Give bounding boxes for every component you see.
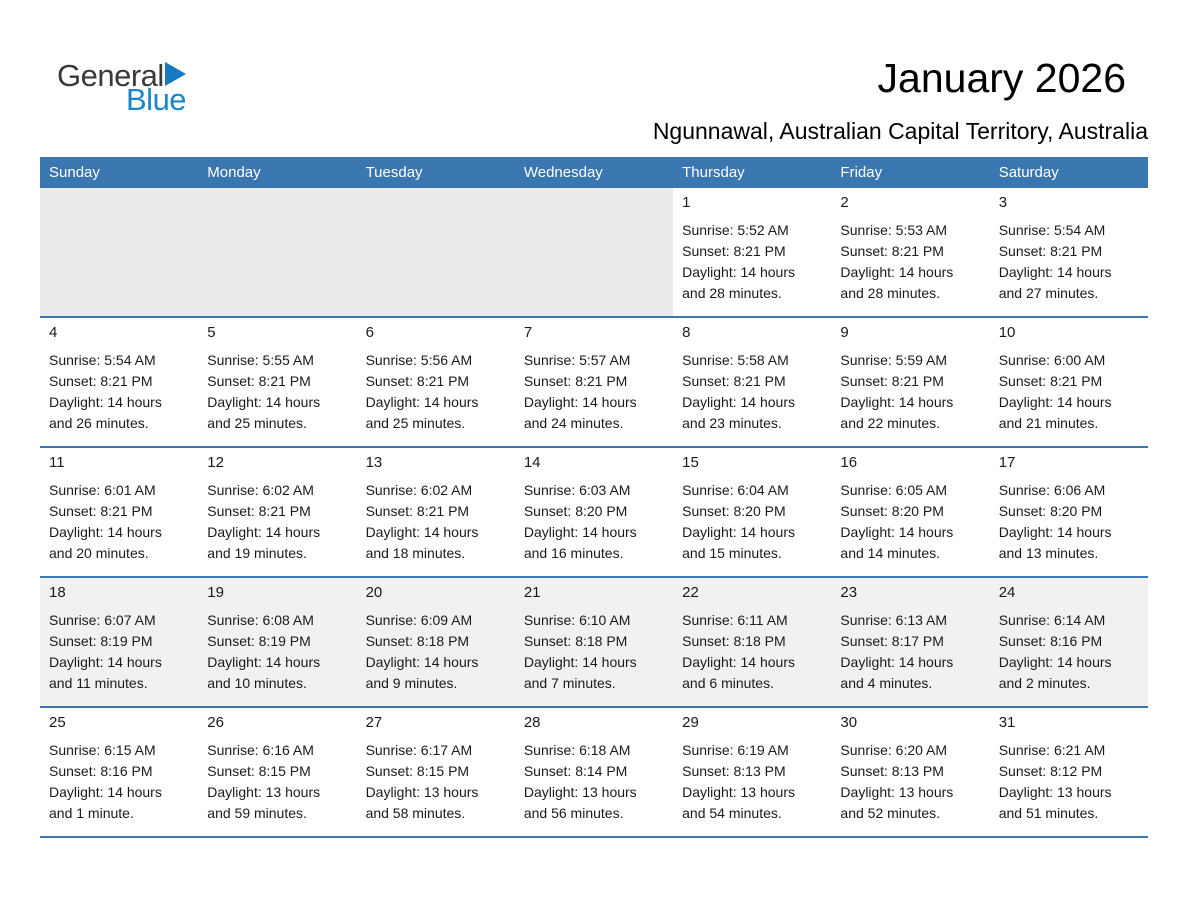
day-number: 16 bbox=[840, 454, 858, 471]
sunset-text: Sunset: 8:21 PM bbox=[49, 503, 153, 519]
day-number: 21 bbox=[523, 584, 541, 601]
daylight-minutes-text: and 26 minutes. bbox=[49, 415, 149, 431]
sunrise-text: Sunrise: 6:13 AM bbox=[840, 612, 948, 628]
sunset-text: Sunset: 8:21 PM bbox=[365, 373, 470, 389]
daylight-minutes-text: and 19 minutes. bbox=[207, 545, 307, 561]
sunset-text: Sunset: 8:18 PM bbox=[523, 633, 628, 649]
sunrise-text: Sunrise: 6:07 AM bbox=[49, 612, 156, 628]
sunrise-text: Sunrise: 6:19 AM bbox=[682, 742, 789, 758]
daylight-hours-text: Daylight: 14 hours bbox=[682, 394, 795, 410]
daylight-hours-text: Daylight: 14 hours bbox=[207, 654, 321, 670]
day-cell bbox=[990, 318, 1148, 446]
day-number: 3 bbox=[998, 194, 1008, 211]
day-number: 24 bbox=[998, 584, 1016, 601]
day-cell bbox=[357, 448, 515, 576]
daylight-hours-text: Daylight: 13 hours bbox=[682, 784, 795, 800]
sunrise-text: Sunrise: 6:18 AM bbox=[523, 742, 631, 758]
sunset-text: Sunset: 8:21 PM bbox=[682, 243, 786, 259]
daylight-hours-text: Daylight: 14 hours bbox=[523, 524, 637, 540]
sunset-text: Sunset: 8:21 PM bbox=[840, 373, 944, 389]
daylight-hours-text: Daylight: 14 hours bbox=[207, 524, 321, 540]
sunset-text: Sunset: 8:14 PM bbox=[523, 763, 628, 779]
daylight-minutes-text: and 25 minutes. bbox=[365, 415, 466, 431]
weekday-header-monday: Monday bbox=[207, 164, 261, 181]
day-number: 29 bbox=[682, 714, 699, 731]
sunset-text: Sunset: 8:21 PM bbox=[365, 503, 470, 519]
daylight-hours-text: Daylight: 14 hours bbox=[49, 394, 162, 410]
daylight-minutes-text: and 58 minutes. bbox=[365, 805, 466, 821]
day-cell bbox=[40, 578, 198, 706]
weekday-header-tuesday: Tuesday bbox=[365, 164, 423, 181]
empty-day-cell bbox=[357, 188, 515, 316]
sunrise-text: Sunrise: 6:21 AM bbox=[998, 742, 1106, 758]
daylight-minutes-text: and 28 minutes. bbox=[840, 285, 941, 301]
day-number: 25 bbox=[49, 714, 66, 731]
daylight-hours-text: Daylight: 14 hours bbox=[523, 654, 637, 670]
general-blue-logo bbox=[57, 60, 186, 115]
day-cell bbox=[673, 578, 831, 706]
sunset-text: Sunset: 8:21 PM bbox=[682, 373, 786, 389]
week-row bbox=[40, 708, 1148, 838]
location-subtitle: Ngunnawal, Australian Capital Territory, Australia bbox=[652, 118, 1148, 144]
day-number: 28 bbox=[523, 714, 541, 731]
sunset-text: Sunset: 8:16 PM bbox=[49, 763, 153, 779]
sunset-text: Sunset: 8:21 PM bbox=[207, 373, 311, 389]
sunrise-text: Sunrise: 6:04 AM bbox=[682, 482, 789, 498]
day-cell bbox=[198, 318, 356, 446]
weekday-header-wednesday: Wednesday bbox=[523, 164, 603, 181]
header-titles bbox=[653, 55, 1148, 145]
sunrise-text: Sunrise: 6:14 AM bbox=[998, 612, 1106, 628]
daylight-hours-text: Daylight: 14 hours bbox=[998, 394, 1112, 410]
sunrise-text: Sunrise: 6:00 AM bbox=[998, 352, 1106, 368]
sunrise-text: Sunrise: 5:57 AM bbox=[523, 352, 631, 368]
sunset-text: Sunset: 8:12 PM bbox=[998, 763, 1103, 779]
sunset-text: Sunset: 8:18 PM bbox=[365, 633, 470, 649]
daylight-minutes-text: and 13 minutes. bbox=[998, 545, 1099, 561]
daylight-hours-text: Daylight: 14 hours bbox=[998, 654, 1112, 670]
daylight-hours-text: Daylight: 14 hours bbox=[365, 524, 479, 540]
day-number: 8 bbox=[682, 324, 691, 341]
sunset-text: Sunset: 8:15 PM bbox=[207, 763, 311, 779]
daylight-minutes-text: and 6 minutes. bbox=[682, 675, 774, 691]
day-number: 19 bbox=[207, 584, 224, 601]
sunset-text: Sunset: 8:17 PM bbox=[840, 633, 944, 649]
day-cell bbox=[198, 578, 356, 706]
month-title: January 2026 bbox=[877, 55, 1126, 101]
weekday-header-friday: Friday bbox=[840, 164, 883, 181]
sunrise-text: Sunrise: 5:58 AM bbox=[682, 352, 789, 368]
week-row bbox=[40, 448, 1148, 578]
sunrise-text: Sunrise: 5:54 AM bbox=[49, 352, 156, 368]
day-number: 11 bbox=[49, 454, 65, 471]
day-number: 17 bbox=[998, 454, 1016, 471]
day-number: 6 bbox=[365, 324, 374, 341]
day-cell bbox=[831, 318, 989, 446]
sunrise-text: Sunrise: 6:08 AM bbox=[207, 612, 314, 628]
daylight-hours-text: Daylight: 14 hours bbox=[682, 654, 795, 670]
sunrise-text: Sunrise: 5:55 AM bbox=[207, 352, 314, 368]
day-cell bbox=[990, 188, 1148, 316]
daylight-minutes-text: and 51 minutes. bbox=[998, 805, 1099, 821]
sunrise-text: Sunrise: 6:15 AM bbox=[49, 742, 156, 758]
sunrise-text: Sunrise: 6:05 AM bbox=[840, 482, 948, 498]
sunrise-text: Sunrise: 6:17 AM bbox=[365, 742, 473, 758]
empty-day-cell bbox=[515, 188, 673, 316]
daylight-minutes-text: and 59 minutes. bbox=[207, 805, 307, 821]
daylight-hours-text: Daylight: 14 hours bbox=[840, 264, 954, 280]
sunrise-text: Sunrise: 5:56 AM bbox=[365, 352, 473, 368]
day-number: 31 bbox=[998, 714, 1016, 731]
daylight-hours-text: Daylight: 14 hours bbox=[49, 784, 162, 800]
daylight-minutes-text: and 18 minutes. bbox=[365, 545, 466, 561]
day-cell bbox=[673, 188, 831, 316]
day-cell bbox=[198, 708, 356, 836]
sunset-text: Sunset: 8:13 PM bbox=[840, 763, 944, 779]
daylight-minutes-text: and 27 minutes. bbox=[998, 285, 1099, 301]
day-number: 22 bbox=[682, 584, 699, 601]
day-cell bbox=[357, 578, 515, 706]
sunset-text: Sunset: 8:21 PM bbox=[998, 373, 1103, 389]
daylight-minutes-text: and 10 minutes. bbox=[207, 675, 307, 691]
daylight-hours-text: Daylight: 13 hours bbox=[523, 784, 637, 800]
sunrise-text: Sunrise: 6:02 AM bbox=[365, 482, 473, 498]
sunset-text: Sunset: 8:18 PM bbox=[682, 633, 786, 649]
empty-day-cell bbox=[198, 188, 356, 316]
day-cell bbox=[198, 448, 356, 576]
daylight-minutes-text: and 4 minutes. bbox=[840, 675, 933, 691]
sunset-text: Sunset: 8:21 PM bbox=[523, 373, 628, 389]
sunrise-text: Sunrise: 6:06 AM bbox=[998, 482, 1106, 498]
daylight-minutes-text: and 7 minutes. bbox=[523, 675, 616, 691]
daylight-hours-text: Daylight: 14 hours bbox=[523, 394, 637, 410]
day-number: 18 bbox=[49, 584, 66, 601]
sunrise-text: Sunrise: 6:11 AM bbox=[682, 612, 788, 628]
day-cell bbox=[831, 708, 989, 836]
sunset-text: Sunset: 8:15 PM bbox=[365, 763, 470, 779]
sunrise-text: Sunrise: 5:53 AM bbox=[840, 222, 948, 238]
calendar-grid bbox=[40, 157, 1148, 838]
day-number: 2 bbox=[840, 194, 849, 211]
day-cell bbox=[831, 578, 989, 706]
logo-text-general: General bbox=[57, 58, 164, 93]
sunrise-text: Sunrise: 6:10 AM bbox=[523, 612, 631, 628]
sunset-text: Sunset: 8:21 PM bbox=[998, 243, 1103, 259]
sunset-text: Sunset: 8:19 PM bbox=[49, 633, 153, 649]
sunset-text: Sunset: 8:16 PM bbox=[998, 633, 1103, 649]
weekday-header-thursday: Thursday bbox=[682, 164, 745, 181]
daylight-minutes-text: and 14 minutes. bbox=[840, 545, 941, 561]
sunrise-text: Sunrise: 5:54 AM bbox=[998, 222, 1106, 238]
daylight-hours-text: Daylight: 14 hours bbox=[998, 524, 1112, 540]
day-number: 13 bbox=[365, 454, 383, 471]
sunset-text: Sunset: 8:13 PM bbox=[682, 763, 786, 779]
sunrise-text: Sunrise: 5:59 AM bbox=[840, 352, 948, 368]
day-number: 20 bbox=[365, 584, 383, 601]
day-cell bbox=[831, 188, 989, 316]
daylight-minutes-text: and 52 minutes. bbox=[840, 805, 941, 821]
sunset-text: Sunset: 8:19 PM bbox=[207, 633, 311, 649]
daylight-minutes-text: and 20 minutes. bbox=[49, 545, 149, 561]
day-cell bbox=[673, 708, 831, 836]
empty-day-cell bbox=[40, 188, 198, 316]
day-number: 12 bbox=[207, 454, 224, 471]
sunrise-text: Sunrise: 6:20 AM bbox=[840, 742, 948, 758]
daylight-minutes-text: and 56 minutes. bbox=[523, 805, 624, 821]
sunset-text: Sunset: 8:20 PM bbox=[998, 503, 1103, 519]
week-row bbox=[40, 318, 1148, 448]
sunset-text: Sunset: 8:20 PM bbox=[523, 503, 628, 519]
daylight-hours-text: Daylight: 14 hours bbox=[49, 654, 162, 670]
day-cell bbox=[990, 578, 1148, 706]
day-cell bbox=[40, 318, 198, 446]
day-number: 26 bbox=[207, 714, 224, 731]
sunset-text: Sunset: 8:21 PM bbox=[207, 503, 311, 519]
daylight-minutes-text: and 24 minutes. bbox=[523, 415, 624, 431]
day-cell bbox=[673, 448, 831, 576]
day-number: 1 bbox=[682, 194, 691, 211]
day-cell bbox=[515, 318, 673, 446]
day-cell bbox=[357, 708, 515, 836]
day-cell bbox=[990, 708, 1148, 836]
daylight-minutes-text: and 9 minutes. bbox=[365, 675, 458, 691]
week-row bbox=[40, 188, 1148, 318]
day-number: 14 bbox=[523, 454, 541, 471]
weekday-header-row bbox=[40, 157, 1148, 188]
sunset-text: Sunset: 8:20 PM bbox=[682, 503, 786, 519]
daylight-hours-text: Daylight: 14 hours bbox=[365, 654, 479, 670]
day-number: 10 bbox=[998, 324, 1016, 341]
daylight-hours-text: Daylight: 14 hours bbox=[840, 654, 954, 670]
day-cell bbox=[515, 708, 673, 836]
sunrise-text: Sunrise: 6:16 AM bbox=[207, 742, 314, 758]
sunrise-text: Sunrise: 6:03 AM bbox=[523, 482, 631, 498]
daylight-minutes-text: and 15 minutes. bbox=[682, 545, 782, 561]
sunset-text: Sunset: 8:20 PM bbox=[840, 503, 944, 519]
sunrise-text: Sunrise: 6:01 AM bbox=[49, 482, 156, 498]
daylight-minutes-text: and 1 minute. bbox=[49, 805, 134, 821]
day-cell bbox=[990, 448, 1148, 576]
daylight-minutes-text: and 21 minutes. bbox=[998, 415, 1099, 431]
daylight-minutes-text: and 22 minutes. bbox=[840, 415, 941, 431]
daylight-minutes-text: and 28 minutes. bbox=[682, 285, 782, 301]
daylight-hours-text: Daylight: 14 hours bbox=[682, 264, 795, 280]
daylight-minutes-text: and 2 minutes. bbox=[998, 675, 1091, 691]
day-cell bbox=[40, 708, 198, 836]
day-number: 23 bbox=[840, 584, 858, 601]
day-cell bbox=[40, 448, 198, 576]
day-cell bbox=[673, 318, 831, 446]
day-number: 7 bbox=[523, 324, 533, 341]
weekday-header-saturday: Saturday bbox=[998, 164, 1059, 181]
daylight-minutes-text: and 54 minutes. bbox=[682, 805, 782, 821]
daylight-hours-text: Daylight: 13 hours bbox=[840, 784, 954, 800]
daylight-hours-text: Daylight: 14 hours bbox=[207, 394, 321, 410]
day-cell bbox=[831, 448, 989, 576]
daylight-hours-text: Daylight: 13 hours bbox=[207, 784, 321, 800]
weekday-header-sunday: Sunday bbox=[49, 164, 100, 181]
day-number: 5 bbox=[207, 324, 216, 341]
daylight-minutes-text: and 11 minutes. bbox=[49, 675, 148, 691]
logo-text-blue: Blue bbox=[126, 82, 187, 117]
daylight-hours-text: Daylight: 14 hours bbox=[682, 524, 795, 540]
sunrise-text: Sunrise: 6:09 AM bbox=[365, 612, 473, 628]
sunset-text: Sunset: 8:21 PM bbox=[49, 373, 153, 389]
weeks-container bbox=[40, 188, 1148, 838]
day-number: 15 bbox=[682, 454, 699, 471]
day-number: 4 bbox=[49, 324, 58, 341]
day-cell bbox=[515, 578, 673, 706]
day-number: 30 bbox=[840, 714, 858, 731]
daylight-minutes-text: and 23 minutes. bbox=[682, 415, 782, 431]
daylight-hours-text: Daylight: 14 hours bbox=[49, 524, 162, 540]
daylight-hours-text: Daylight: 14 hours bbox=[840, 394, 954, 410]
daylight-hours-text: Daylight: 14 hours bbox=[840, 524, 954, 540]
day-cell bbox=[357, 318, 515, 446]
daylight-hours-text: Daylight: 14 hours bbox=[365, 394, 479, 410]
sunset-text: Sunset: 8:21 PM bbox=[840, 243, 944, 259]
daylight-hours-text: Daylight: 13 hours bbox=[365, 784, 479, 800]
daylight-hours-text: Daylight: 13 hours bbox=[998, 784, 1112, 800]
daylight-hours-text: Daylight: 14 hours bbox=[998, 264, 1112, 280]
week-row bbox=[40, 578, 1148, 708]
day-cell bbox=[515, 448, 673, 576]
day-number: 27 bbox=[365, 714, 383, 731]
daylight-minutes-text: and 25 minutes. bbox=[207, 415, 307, 431]
daylight-minutes-text: and 16 minutes. bbox=[523, 545, 624, 561]
day-number: 9 bbox=[840, 324, 849, 341]
sunrise-text: Sunrise: 5:52 AM bbox=[682, 222, 789, 238]
sunrise-text: Sunrise: 6:02 AM bbox=[207, 482, 314, 498]
